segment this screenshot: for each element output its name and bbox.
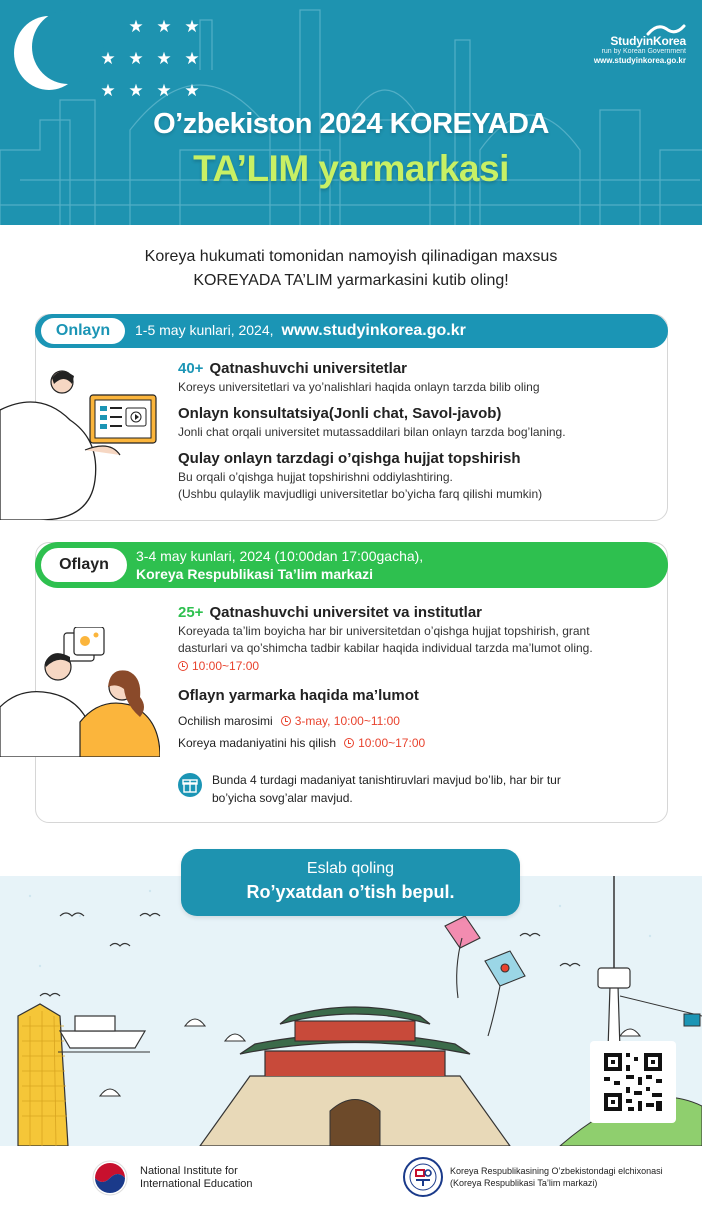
star-icon: ★ xyxy=(100,81,116,100)
person-laptop-illustration xyxy=(0,370,176,520)
brand-sub: run by Korean Government xyxy=(601,48,686,55)
offline-dates xyxy=(136,547,423,583)
item-time-text: 10:00~17:00 xyxy=(192,659,260,673)
reminder-box[interactable] xyxy=(181,849,520,916)
clock-icon xyxy=(344,738,354,748)
nile-logo-block[interactable] xyxy=(92,1160,253,1196)
footer xyxy=(0,1146,702,1209)
reminder-line1: Eslab qoling xyxy=(306,860,395,877)
gift-icon xyxy=(178,773,202,797)
star-icon: ★ xyxy=(184,81,200,100)
reminder-line2: Ro’yxatdan o’tish bepul. xyxy=(246,882,455,902)
event-label: Ochilish marosimi xyxy=(178,714,273,728)
offline-header-band xyxy=(35,542,668,588)
star-icon: ★ xyxy=(128,49,144,68)
star-icon: ★ xyxy=(128,17,144,36)
item-title: Qulay onlayn tarzdagi o’qishga hujjat topshirish xyxy=(178,450,521,467)
item-desc: dasturlari va qo’shimcha tadbir kabilar haqida individual tarzda ma’lumot oling. xyxy=(178,641,593,655)
embassy-line1: Koreya Respublikasining O’zbekistondagi elchixonasi xyxy=(450,1166,663,1176)
nile-logo xyxy=(92,1160,128,1196)
studyinkorea-logo[interactable] xyxy=(594,22,686,65)
star-icon: ★ xyxy=(156,17,172,36)
event-row xyxy=(178,710,658,732)
event-label: Koreya madaniyatini his qilish xyxy=(178,736,337,750)
offline-place: Koreya Respublikasi Ta’lim markazi xyxy=(136,566,374,582)
item-title: Oflayn yarmarka haqida ma’lumot xyxy=(178,687,419,704)
online-label: Onlayn xyxy=(41,318,125,344)
page-title-line2: TA’LIM yarmarkasi xyxy=(193,148,509,189)
online-url-link[interactable]: www.studyinkorea.go.kr xyxy=(281,322,466,339)
intro-line1: Koreya hukumati tomonidan namoyish qilinadigan maxsus xyxy=(144,248,558,265)
item-title: Onlayn konsultatsiya(Jonli chat, Savol-javob) xyxy=(178,405,502,422)
embassy-logo-block[interactable] xyxy=(402,1156,663,1198)
online-dates xyxy=(135,322,466,340)
embassy-line2: (Koreya Respublikasi Ta’lim markazi) xyxy=(450,1178,598,1188)
consultation-illustration xyxy=(0,627,160,757)
item-desc: Jonli chat orqali universitet mutassaddilari bilan onlayn tarzda bog’laning. xyxy=(178,425,566,439)
list-item xyxy=(178,359,658,396)
item-desc: Koreys universitetlari va yo’nalishlari haqida onlayn tarzda bilib oling xyxy=(178,380,540,394)
item-title: Qatnashuvchi universitetlar xyxy=(209,360,408,377)
star-icon: ★ xyxy=(128,81,144,100)
star-icon: ★ xyxy=(156,49,172,68)
stars-decoration xyxy=(94,14,204,104)
list-item xyxy=(178,404,658,441)
star-icon: ★ xyxy=(100,49,116,68)
star-icon: ★ xyxy=(184,17,200,36)
offline-section xyxy=(35,542,668,823)
event-time: 3-may, 10:00~11:00 xyxy=(294,714,400,728)
online-dates-text: 1-5 may kunlari, 2024, xyxy=(135,322,274,338)
clock-icon xyxy=(178,661,188,671)
online-header-band xyxy=(35,314,668,348)
culture-note-line2: bo’yicha sovg’alar mavjud. xyxy=(212,791,353,805)
embassy-logo xyxy=(402,1156,444,1198)
offline-label: Oflayn xyxy=(41,548,127,582)
culture-note-line1: Bunda 4 turdagi madaniyat tanishtiruvlari mavjud bo’lib, har bir tur xyxy=(212,773,561,787)
offline-items xyxy=(178,603,658,762)
list-item xyxy=(178,603,658,676)
brand-url[interactable]: www.studyinkorea.go.kr xyxy=(593,56,686,65)
qr-code[interactable] xyxy=(590,1041,676,1123)
item-number: 25+ xyxy=(178,604,204,621)
brand-name: StudyinKorea xyxy=(610,34,686,48)
list-item xyxy=(178,449,658,503)
page-title-line1: O’zbekiston 2024 KOREYADA xyxy=(153,108,549,140)
event-time: 10:00~17:00 xyxy=(358,736,426,750)
event-row xyxy=(178,732,658,754)
item-desc: Bu orqali o’qishga hujjat topshirishni oddiylashtiring. xyxy=(178,470,453,484)
culture-note xyxy=(178,771,648,807)
header-banner xyxy=(0,0,702,225)
intro-line2: KOREYADA TA’LIM yarmarkasini kutib oling! xyxy=(193,272,509,289)
online-items xyxy=(178,359,658,511)
online-section xyxy=(35,314,668,521)
list-item xyxy=(178,686,658,754)
star-icon: ★ xyxy=(156,81,172,100)
clock-icon xyxy=(281,716,291,726)
star-icon: ★ xyxy=(184,49,200,68)
offline-dates-text: 3-4 may kunlari, 2024 (10:00dan 17:00gacha), xyxy=(136,548,424,564)
nile-line1: National Institute for xyxy=(140,1165,238,1177)
intro-text xyxy=(0,245,702,293)
item-desc-note: (Ushbu qulaylik mavjudligi universitetlar bo’yicha farq qilishi mumkin) xyxy=(178,487,543,501)
item-desc: Koreyada ta’lim boyicha har bir universitetdan o’qishga hujjat topshirish, grant xyxy=(178,624,590,638)
item-number: 40+ xyxy=(178,360,204,377)
item-title: Qatnashuvchi universitet va institutlar xyxy=(209,604,483,621)
nile-line2: International Education xyxy=(140,1178,253,1190)
item-time xyxy=(178,657,259,675)
